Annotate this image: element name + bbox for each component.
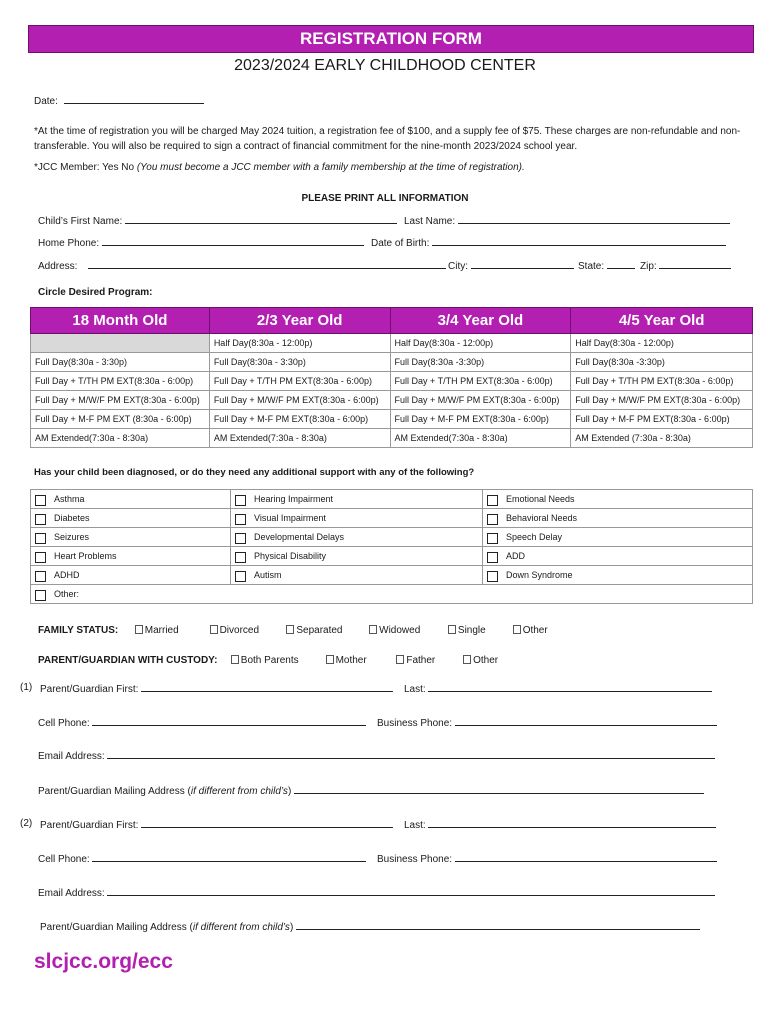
home-phone-field[interactable] xyxy=(102,236,364,246)
needs-row-other xyxy=(31,585,753,604)
program-option[interactable]: Full Day(8:30a -3:30p) xyxy=(390,353,571,372)
program-option[interactable]: Full Day + T/TH PM EXT(8:30a - 6:00p) xyxy=(571,372,753,391)
guardian1-mailing-label: Parent/Guardian Mailing Address ( xyxy=(38,786,191,797)
checkbox-icon xyxy=(210,625,218,634)
needs-row xyxy=(31,509,753,528)
dob-field[interactable] xyxy=(432,236,726,246)
program-table xyxy=(30,307,753,448)
guardian2-last-row xyxy=(404,818,716,831)
needs-label: Seizures xyxy=(54,531,90,542)
program-row-tth-ext xyxy=(31,372,753,391)
dob-label: Date of Birth: xyxy=(371,238,430,249)
option-label: Other xyxy=(473,655,499,666)
option-label: Separated xyxy=(296,625,343,636)
needs-label: Physical Disability xyxy=(254,550,327,561)
checkbox-icon xyxy=(513,625,521,634)
guardian2-last-field[interactable] xyxy=(428,818,716,828)
needs-label: ADHD xyxy=(54,569,80,580)
checkbox-icon xyxy=(369,625,377,634)
child-last-name-row xyxy=(404,214,730,227)
guardian1-mailing-close: ) xyxy=(287,786,292,797)
needs-cell xyxy=(31,509,231,528)
form-subtitle: 2023/2024 EARLY CHILDHOOD CENTER xyxy=(234,57,536,74)
heart-problems-checkbox[interactable] xyxy=(35,552,46,563)
needs-label: Autism xyxy=(254,569,282,580)
needs-row xyxy=(31,528,753,547)
developmental-delays-checkbox[interactable] xyxy=(235,533,246,544)
family-status-option[interactable] xyxy=(513,625,563,636)
guardian2-business-label: Business Phone: xyxy=(377,854,453,865)
address-field[interactable] xyxy=(88,259,446,269)
checkbox-icon xyxy=(326,655,334,664)
family-status-option[interactable] xyxy=(369,625,445,636)
guardian2-last-label: Last: xyxy=(404,820,426,831)
guardian1-business-label: Business Phone: xyxy=(377,718,453,729)
program-option[interactable]: Full Day(8:30a - 3:30p) xyxy=(209,353,390,372)
needs-cell xyxy=(231,566,483,585)
visual-impairment-checkbox[interactable] xyxy=(235,514,246,525)
guardian2-first-row xyxy=(40,818,393,831)
guardian1-mailing-italic: if different from child’s xyxy=(190,786,288,797)
seizures-checkbox[interactable] xyxy=(35,533,46,544)
child-first-name-label: Child’s First Name: xyxy=(38,216,123,227)
guardian2-mailing-field[interactable] xyxy=(296,920,700,930)
program-option[interactable]: AM Extended(7:30a - 8:30a) xyxy=(390,429,571,448)
guardian1-number: (1) xyxy=(20,682,33,693)
date-row xyxy=(34,94,204,107)
address-label: Address: xyxy=(38,261,78,272)
family-status-label: FAMILY STATUS: xyxy=(38,625,119,636)
guardian2-business-field[interactable] xyxy=(455,852,717,862)
option-label: Married xyxy=(144,625,179,636)
guardian1-first-field[interactable] xyxy=(141,682,393,692)
speech-delay-checkbox[interactable] xyxy=(487,533,498,544)
diabetes-checkbox[interactable] xyxy=(35,514,46,525)
program-row-mf-ext xyxy=(31,410,753,429)
program-option[interactable]: Full Day + T/TH PM EXT(8:30a - 6:00p) xyxy=(390,372,571,391)
behavioral-needs-checkbox[interactable] xyxy=(487,514,498,525)
guardian1-mailing-row xyxy=(38,784,704,797)
program-header-3-4-year: 3/4 Year Old xyxy=(390,308,571,334)
guardian2-first-field[interactable] xyxy=(141,818,393,828)
needs-row xyxy=(31,547,753,566)
guardian2-number: (2) xyxy=(20,818,33,829)
guardian1-first-label: Parent/Guardian First: xyxy=(40,684,139,695)
program-option[interactable]: Half Day(8:30a - 12:00p) xyxy=(571,334,753,353)
needs-label: ADD xyxy=(506,550,526,561)
guardian1-email-field[interactable] xyxy=(107,749,715,759)
jcc-member-note: (You must become a JCC member with a family membership at the time of registration). xyxy=(136,162,525,173)
needs-cell xyxy=(483,528,753,547)
custody-option[interactable] xyxy=(396,655,460,666)
needs-label: Emotional Needs xyxy=(506,493,575,504)
guardian1-last-field[interactable] xyxy=(428,682,712,692)
checkbox-icon xyxy=(396,655,404,664)
program-option[interactable]: Half Day(8:30a - 12:00p) xyxy=(390,334,571,353)
custody-option[interactable] xyxy=(463,655,513,666)
program-option[interactable]: AM Extended(7:30a - 8:30a) xyxy=(31,429,210,448)
needs-label: Speech Delay xyxy=(506,531,563,542)
program-header-4-5-year: 4/5 Year Old xyxy=(571,308,753,334)
custody-row xyxy=(38,655,513,666)
checkbox-icon xyxy=(231,655,239,664)
needs-label: Asthma xyxy=(54,493,85,504)
option-label: Both Parents xyxy=(240,655,299,666)
child-last-name-field[interactable] xyxy=(458,214,730,224)
custody-option[interactable] xyxy=(231,655,323,666)
guardian2-first-label: Parent/Guardian First: xyxy=(40,820,139,831)
needs-cell xyxy=(31,547,231,566)
family-status-row xyxy=(38,625,563,636)
home-phone-row xyxy=(38,236,364,249)
adhd-checkbox[interactable] xyxy=(35,571,46,582)
program-row-full-day xyxy=(31,353,753,372)
footer-url-link[interactable]: slcjcc.org/ecc xyxy=(34,950,173,973)
program-row-am-extended xyxy=(31,429,753,448)
program-option[interactable]: Full Day + T/TH PM EXT(8:30a - 6:00p) xyxy=(209,372,390,391)
needs-label: Diabetes xyxy=(54,512,90,523)
checkbox-icon xyxy=(286,625,294,634)
program-option[interactable]: Half Day(8:30a - 12:00p) xyxy=(209,334,390,353)
guardian1-email-row xyxy=(38,749,715,762)
needs-cell xyxy=(231,547,483,566)
zip-row xyxy=(640,259,731,272)
child-first-name-field[interactable] xyxy=(125,214,397,224)
jcc-member-label[interactable]: *JCC Member: Yes No xyxy=(34,162,135,173)
date-label: Date: xyxy=(34,96,58,107)
option-label: Mother xyxy=(335,655,367,666)
guardian2-cell-field[interactable] xyxy=(92,852,366,862)
guardian1-email-label: Email Address: xyxy=(38,751,105,762)
needs-label: Heart Problems xyxy=(54,550,117,561)
needs-label: Down Syndrome xyxy=(506,569,573,580)
emotional-needs-checkbox[interactable] xyxy=(487,495,498,506)
needs-row xyxy=(31,490,753,509)
guardian1-first-row xyxy=(40,682,393,695)
program-option[interactable]: AM Extended (7:30a - 8:30a) xyxy=(571,429,753,448)
program-option[interactable]: Full Day + M/W/F PM EXT(8:30a - 6:00p) xyxy=(390,391,571,410)
physical-disability-checkbox[interactable] xyxy=(235,552,246,563)
city-field[interactable] xyxy=(471,259,574,269)
program-option[interactable]: Full Day + M/W/F PM EXT(8:30a - 6:00p) xyxy=(571,391,753,410)
family-status-option[interactable] xyxy=(448,625,510,636)
circle-program-label: Circle Desired Program: xyxy=(38,287,153,298)
city-row xyxy=(448,259,574,272)
custody-option[interactable] xyxy=(326,655,394,666)
program-option[interactable]: Full Day + M/W/F PM EXT(8:30a - 6:00p) xyxy=(31,391,210,410)
hearing-impairment-checkbox[interactable] xyxy=(235,495,246,506)
program-cell-empty xyxy=(31,334,210,353)
program-option[interactable]: Full Day(8:30a -3:30p) xyxy=(571,353,753,372)
option-label: Other xyxy=(522,625,548,636)
needs-label: Visual Impairment xyxy=(254,512,326,523)
other-checkbox[interactable] xyxy=(35,590,46,601)
guardian2-mailing-label: Parent/Guardian Mailing Address ( xyxy=(40,922,193,933)
program-option[interactable]: AM Extended(7:30a - 8:30a) xyxy=(209,429,390,448)
zip-label: Zip: xyxy=(640,261,657,272)
needs-table xyxy=(30,489,753,604)
guardian1-mailing-field[interactable] xyxy=(294,784,704,794)
needs-label: Behavioral Needs xyxy=(506,512,578,523)
address-row xyxy=(38,259,446,272)
guardian2-cell-row xyxy=(38,852,366,865)
guardian1-cell-row xyxy=(38,716,366,729)
family-status-option[interactable] xyxy=(135,625,207,636)
child-last-name-label: Last Name: xyxy=(404,216,456,227)
needs-cell xyxy=(31,490,231,509)
program-option[interactable]: Full Day + M/W/F PM EXT(8:30a - 6:00p) xyxy=(209,391,390,410)
jcc-member-row xyxy=(34,162,525,173)
needs-cell xyxy=(31,566,231,585)
guardian1-cell-field[interactable] xyxy=(92,716,366,726)
guardian2-mailing-italic: if different from child’s xyxy=(192,922,290,933)
needs-cell xyxy=(31,585,753,604)
guardian2-business-row xyxy=(377,852,717,865)
autism-checkbox[interactable] xyxy=(235,571,246,582)
program-option[interactable]: Full Day + M-F PM EXT(8:30a - 6:00p) xyxy=(571,410,753,429)
print-heading: PLEASE PRINT ALL INFORMATION xyxy=(301,193,469,204)
program-option[interactable]: Full Day + M-F PM EXT(8:30a - 6:00p) xyxy=(209,410,390,429)
asthma-checkbox[interactable] xyxy=(35,495,46,506)
program-header-2-3-year: 2/3 Year Old xyxy=(209,308,390,334)
guardian1-last-label: Last: xyxy=(404,684,426,695)
program-header-row xyxy=(31,308,753,334)
needs-cell xyxy=(231,528,483,547)
dob-row xyxy=(371,236,726,249)
checkbox-icon xyxy=(463,655,471,664)
guardian1-business-row xyxy=(377,716,717,729)
needs-cell xyxy=(483,566,753,585)
guardian2-mailing-close: ) xyxy=(289,922,294,933)
needs-cell xyxy=(483,547,753,566)
guardian2-mailing-row xyxy=(40,920,700,933)
guardian2-cell-label: Cell Phone: xyxy=(38,854,90,865)
option-label: Father xyxy=(406,655,436,666)
home-phone-label: Home Phone: xyxy=(38,238,100,249)
option-label: Single xyxy=(457,625,486,636)
program-row-half-day xyxy=(31,334,753,353)
state-field[interactable] xyxy=(607,259,635,269)
guardian1-business-field[interactable] xyxy=(455,716,717,726)
guardian2-email-row xyxy=(38,886,715,899)
form-title-banner: REGISTRATION FORM xyxy=(28,25,754,53)
needs-cell xyxy=(31,528,231,547)
registration-notice: *At the time of registration you will be charged May 2024 tuition, a registration fee of $100, and a supply fee of $75. These charges are non-refundable and non-transferable. You will also be required to sign a contract of financial commitment for the nine-month 2023/2024 school year. xyxy=(34,126,741,152)
needs-other-label: Other: xyxy=(54,588,80,599)
checkbox-icon xyxy=(448,625,456,634)
program-option[interactable]: Full Day(8:30a - 3:30p) xyxy=(31,353,210,372)
guardian1-last-row xyxy=(404,682,712,695)
guardian2-email-label: Email Address: xyxy=(38,888,105,899)
city-label: City: xyxy=(448,261,468,272)
custody-label: PARENT/GUARDIAN WITH CUSTODY: xyxy=(38,655,218,666)
family-status-option[interactable] xyxy=(210,625,284,636)
option-label: Widowed xyxy=(379,625,421,636)
needs-label: Hearing Impairment xyxy=(254,493,334,504)
family-status-option[interactable] xyxy=(286,625,366,636)
program-option[interactable]: Full Day + M-F PM EXT(8:30a - 6:00p) xyxy=(390,410,571,429)
add-checkbox[interactable] xyxy=(487,552,498,563)
guardian2-email-field[interactable] xyxy=(107,886,715,896)
guardian1-cell-label: Cell Phone: xyxy=(38,718,90,729)
needs-cell xyxy=(483,490,753,509)
down-syndrome-checkbox[interactable] xyxy=(487,571,498,582)
needs-row xyxy=(31,566,753,585)
program-row-mwf-ext xyxy=(31,391,753,410)
support-question: Has your child been diagnosed, or do they need any additional support with any of the following? xyxy=(34,467,475,478)
program-option[interactable]: Full Day + T/TH PM EXT(8:30a - 6:00p) xyxy=(31,372,210,391)
zip-field[interactable] xyxy=(659,259,731,269)
state-row xyxy=(578,259,635,272)
needs-cell xyxy=(231,509,483,528)
state-label: State: xyxy=(578,261,605,272)
program-header-18-month: 18 Month Old xyxy=(31,308,210,334)
needs-label: Developmental Delays xyxy=(254,531,345,542)
needs-cell xyxy=(231,490,483,509)
date-field[interactable] xyxy=(64,94,204,104)
option-label: Divorced xyxy=(219,625,260,636)
needs-cell xyxy=(483,509,753,528)
program-option[interactable]: Full Day + M-F PM EXT (8:30a - 6:00p) xyxy=(31,410,210,429)
child-first-name-row xyxy=(38,214,397,227)
checkbox-icon xyxy=(135,625,143,634)
